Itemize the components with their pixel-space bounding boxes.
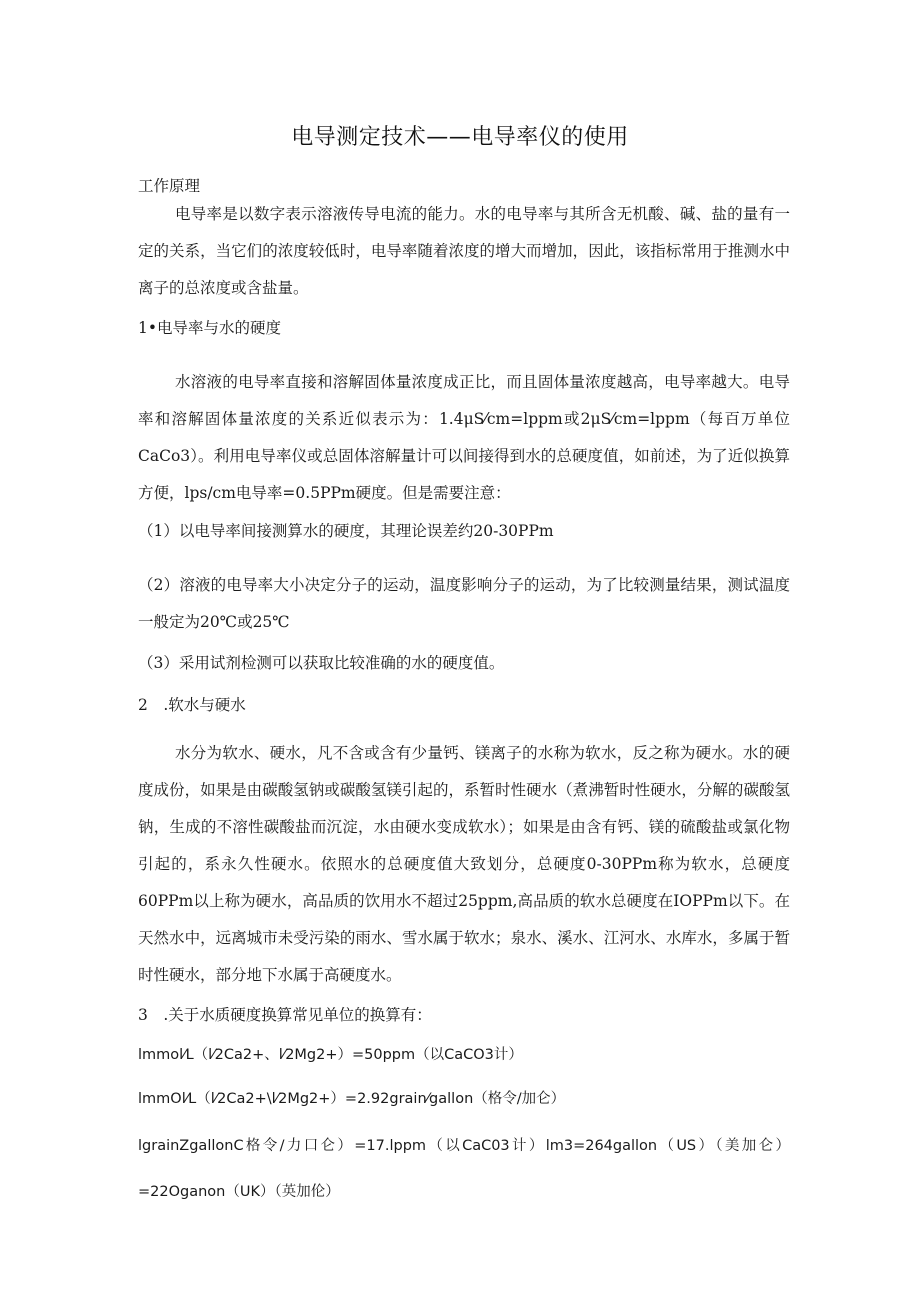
conversion-line-1: lmmol⁄L（l⁄2Ca2+、l⁄2Mg2+）=50ppm（以CaCO3计） xyxy=(138,1047,523,1063)
section-1-paragraph: 水溶液的电导率直接和溶解固体量浓度成正比，而且固体量浓度越高，电导率越大。电导率和溶解固体量浓度的关系近似表示为：1.4μS⁄cm=lppm或2μS⁄cm=lppm（每百万单位CaCo3）。利用电导率仪或总固体溶解量计可以间接得到水的总硬度值，如前述，为了近似换算方便，lps/cm电导率=0.5PPm硬度。但是需要注意： xyxy=(138,373,790,502)
note-2: （2）溶液的电导率大小决定分子的运动，温度影响分子的运动，为了比较测量结果，测试温度一般定为20℃或25℃ xyxy=(138,576,790,631)
note-3: （3）采用试剂检测可以获取比较准确的水的硬度值。 xyxy=(138,654,505,672)
section-1-heading: 1•电导率与水的硬度 xyxy=(138,319,282,337)
heading-principle: 工作原理 xyxy=(138,177,201,195)
section-3-heading: 3 .关于水质硬度换算常见单位的换算有： xyxy=(138,1006,432,1024)
conversion-line-3: lgrainZgallonC格令/力口仑）=17.lppm（以CaC03计）lm3=264gallon（US）（美加仑）=22Oganon（UK）（英加伦） xyxy=(138,1138,790,1200)
page-title: 电导测定技术——电导率仪的使用 xyxy=(291,125,629,150)
section-2-heading: 2 .软水与硬水 xyxy=(138,696,246,714)
paragraph-intro: 电导率是以数字表示溶液传导电流的能力。水的电导率与其所含无机酸、碱、盐的量有一定的关系，当它们的浓度较低时，电导率随着浓度的增大而增加，因此，该指标常用于推测水中离子的总浓度或含盐量。 xyxy=(138,205,790,297)
conversion-line-2: lmmOl⁄L（l⁄2Ca2+\l⁄2Mg2+）=2.92grain⁄gallon（格令/加仑） xyxy=(138,1091,566,1107)
note-1: （1）以电导率间接测算水的硬度，其理论误差约20-30PPm xyxy=(138,522,554,540)
section-2-paragraph: 水分为软水、硬水，凡不含或含有少量钙、镁离子的水称为软水，反之称为硬水。水的硬度成份，如果是由碳酸氢钠或碳酸氢镁引起的，系暂时性硬水（煮沸暂时性硬水，分解的碳酸氢钠，生成的不溶性碳酸盐而沉淀，水由硬水变成软水）；如果是由含有钙、镁的硫酸盐或氯化物引起的，系永久性硬水。依照水的总硬度值大致划分，总硬度0-30PPm称为软水，总硬度60PPm以上称为硬水，高品质的饮用水不超过25ppm,高品质的软水总硬度在IOPPm以下。在天然水中，远离城市未受污染的雨水、雪水属于软水；泉水、溪水、江河水、水库水，多属于暂时性硬水，部分地下水属于高硬度水。 xyxy=(138,744,790,984)
